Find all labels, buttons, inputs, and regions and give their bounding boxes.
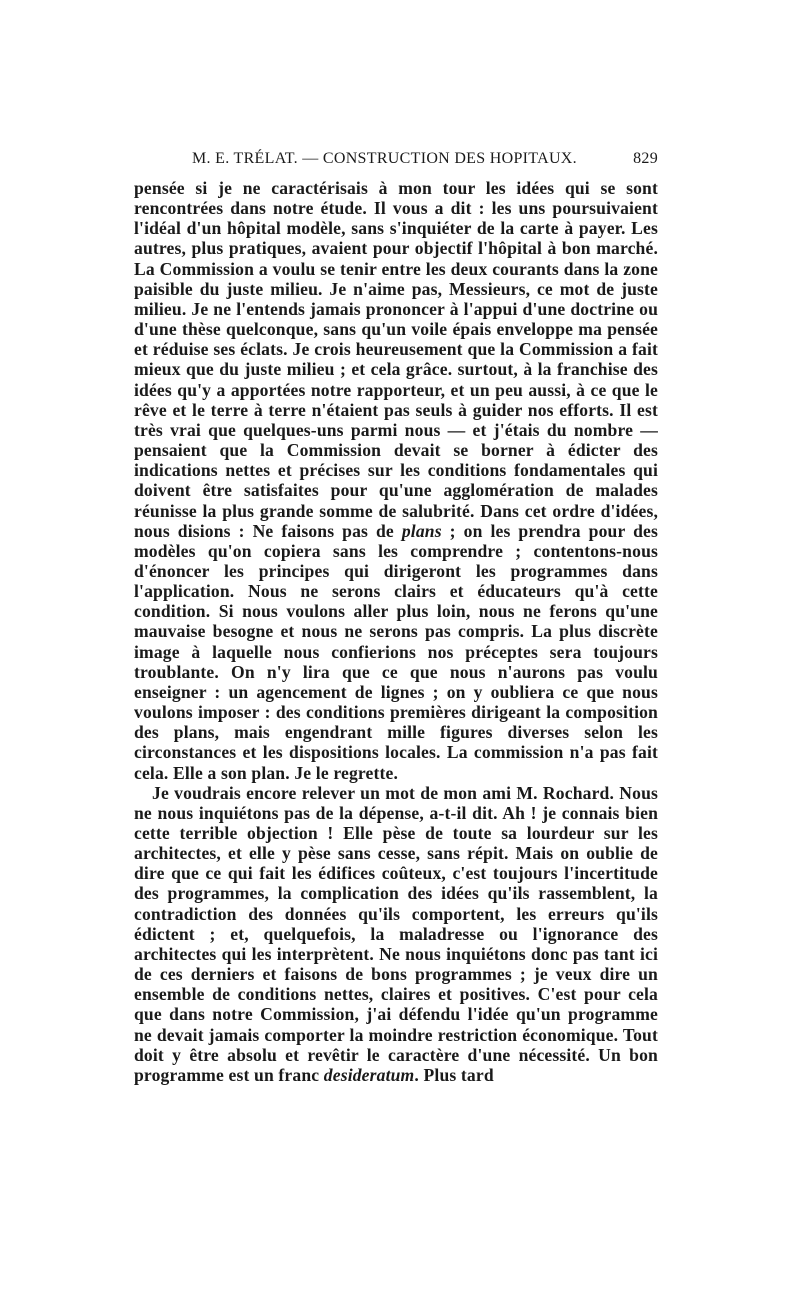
paragraph-2-text-a: Je voudrais encore relever un mot de mon ami M. Rochard. Nous ne nous inquiétons pas de la dépense, a-t-il dit. Ah ! je connais bien cette terrible objection ! Elle pèse de toute sa lourdeur sur les architectes, et elle y pèse sans cesse, sans répit. Mais on oublie de dire que ce qui fait les édifices coûteux, c'est toujours l'incertitude des programmes, la complication des idées qu'ils rassemblent, la contradiction des données qu'ils comportent, les erreurs qu'ils édictent ; et, quelquefois, la maladresse ou l'ignorance des architectes qui les interprètent. Ne nous inquiétons donc pas tant ici de ces derniers et faisons de bons programmes ; je veux dire un ensemble de conditions nettes, claires et positives. C'est pour cela que dans notre Commission, j'ai défendu l'idée qu'un programme ne devait jamais comporter la moindre restriction économique. Tout doit y être absolu et revêtir le caractère d'une nécessité. Un bon programme est un franc: [134, 782, 658, 1085]
paragraph-2-emphasis: desideratum: [323, 1064, 415, 1085]
paragraph-1-emphasis: plans: [401, 520, 442, 541]
paragraph-1-text-a: pensée si je ne caractérisais à mon tour les idées qui se sont rencontrées dans notre étude. Il vous a dit : les uns poursuivaient l'idéal d'un hôpital modèle, sans s'inquiéter de la carte à payer. Les autres, plus pratiques, avaient pour objectif l'hôpital à bon marché. La Commission a voulu se tenir entre les deux courants dans la zone paisible du juste milieu. Je n'aime pas, Messieurs, ce mot de juste milieu. Je ne l'entends jamais prononcer à l'appui d'une doctrine ou d'une thèse quelconque, sans qu'un voile épais enveloppe ma pensée et réduise ses éclats. Je crois heureusement que la Commission a fait mieux que du juste milieu ; et cela grâce. surtout, à la franchise des idées qu'y a apportées notre rapporteur, et un peu aussi, à ce que le rêve et le terre à terre n'étaient pas seuls à guider nos efforts. Il est très vrai que quelques-uns parmi nous — et j'étais du nombre — pensaient que la Commission devait se borner à édicter des indications nettes et précises sur les conditions fondamentales qui doivent être satisfaites pour qu'une agglomération de malades réunisse la plus grande somme de salubrité. Dans cet ordre d'idées, nous disions : Ne faisons pas de: [134, 178, 658, 541]
paragraph-2: [134, 783, 658, 1085]
paragraph-1-text-b: ; on les prendra pour des modèles qu'on copiera sans les comprendre ; contentons-nous d'énoncer les principes qui dirigeront les programmes dans l'application. Nous ne serons clairs et éducateurs qu'à cette condition. Si nous voulons aller plus loin, nous ne ferons qu'une mauvaise besogne et nous ne serons pas compris. La plus discrète image à laquelle nous confierions nos préceptes sera toujours troublante. On n'y lira que ce que nous n'aurons pas voulu enseigner : un agencement de lignes ; on y oubliera ce que nous voulons imposer : des conditions premières dirigeant la composition des plans, mais engendrant mille figures diverses selon les circonstances et les dispositions locales. La commission n'a pas fait cela. Elle a son plan. Je le regrette.: [134, 520, 658, 783]
book-page: [134, 150, 658, 1085]
header-title: M. E. TRÉLAT. — CONSTRUCTION DES HOPITAUX.: [192, 150, 577, 167]
paragraph-1: [134, 178, 658, 783]
page-number: 829: [633, 150, 658, 167]
body-text: [134, 178, 658, 1085]
running-header: [192, 150, 658, 178]
paragraph-2-text-b: . Plus tard: [414, 1064, 494, 1085]
